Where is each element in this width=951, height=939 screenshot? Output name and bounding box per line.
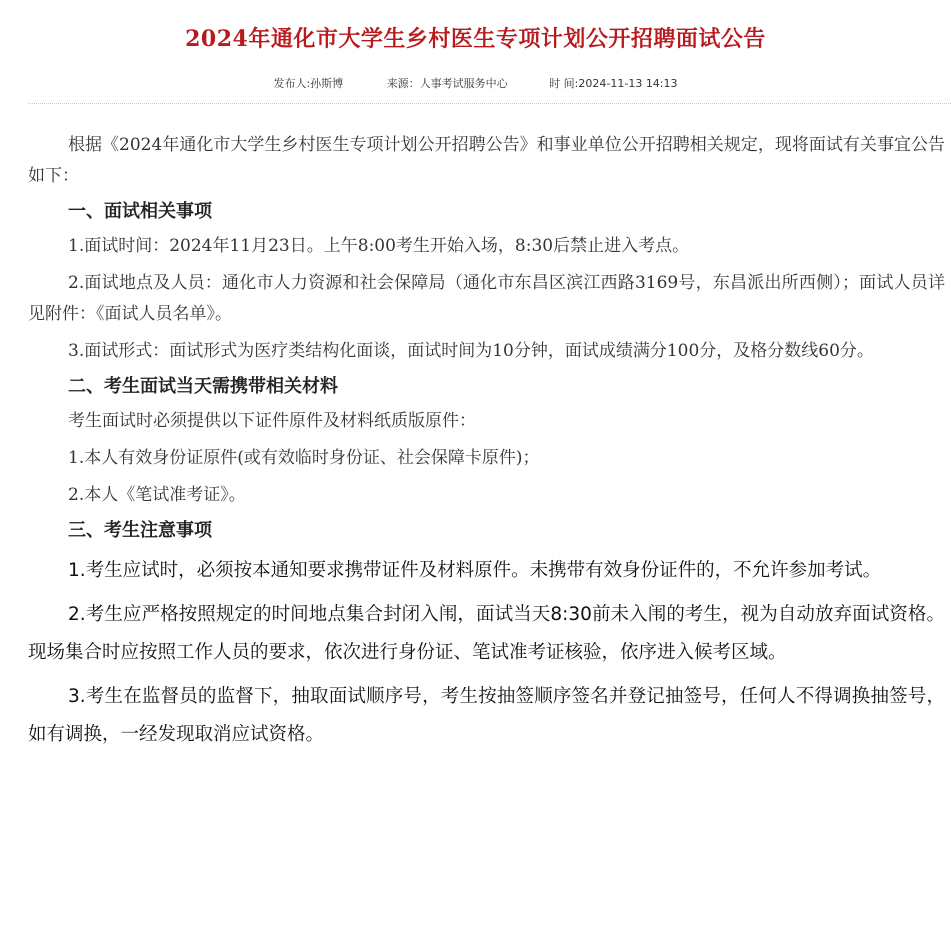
section1-item: 1.面试时间：2024年11月23日。上午8:00考生开始入场，8:30后禁止进入考点。	[68, 236, 690, 256]
divider	[28, 103, 951, 104]
section1-item: 3.面试形式：面试形式为医疗类结构化面谈，面试时间为10分钟，面试成绩满分100分，及格分数线60分。	[68, 341, 874, 361]
publish-time: 时 间:2024-11-13 14:13	[549, 77, 678, 90]
section3-heading: 三、考生注意事项	[68, 520, 212, 541]
section2-item: 2.本人《笔试准考证》。	[68, 485, 246, 505]
section2-item: 1.本人有效身份证原件(或有效临时身份证、社会保障卡原件)；	[68, 448, 540, 468]
section1-heading: 一、面试相关事项	[68, 201, 212, 222]
article-body	[28, 130, 945, 754]
section3-item: 2.考生应严格按照规定的时间地点集合封闭入闱，面试当天8:30前未入闱的考生，视为自动放弃面试资格。现场集合时应按照工作人员的要求，依次进行身份证、笔试准考证核验，依序进入候考区域。	[28, 604, 945, 663]
section2-heading: 二、考生面试当天需携带相关材料	[68, 376, 338, 397]
page-title: 2024年通化市大学生乡村医生专项计划公开招聘面试公告	[185, 26, 766, 52]
article-meta	[0, 75, 951, 91]
section3-item: 3.考生在监督员的监督下，抽取面试顺序号，考生按抽签顺序签名并登记抽签号，任何人不得调换抽签号，如有调换，一经发现取消应试资格。	[28, 686, 945, 745]
source-label: 来源：人事考试服务中心	[386, 77, 508, 90]
publisher-label: 发布人:孙斯博	[273, 77, 344, 90]
section2-lead: 考生面试时必须提供以下证件原件及材料纸质版原件：	[68, 411, 476, 431]
section3-item: 1.考生应试时，必须按本通知要求携带证件及材料原件。未携带有效身份证件的，不允许参加考试。	[68, 560, 882, 581]
intro-paragraph: 根据《2024年通化市大学生乡村医生专项计划公开招聘公告》和事业单位公开招聘相关规定，现将面试有关事宜公告如下：	[28, 135, 945, 186]
section1-item: 2.面试地点及人员：通化市人力资源和社会保障局（通化市东昌区滨江西路3169号，东昌派出所西侧）；面试人员详见附件：《面试人员名单》。	[28, 273, 945, 324]
